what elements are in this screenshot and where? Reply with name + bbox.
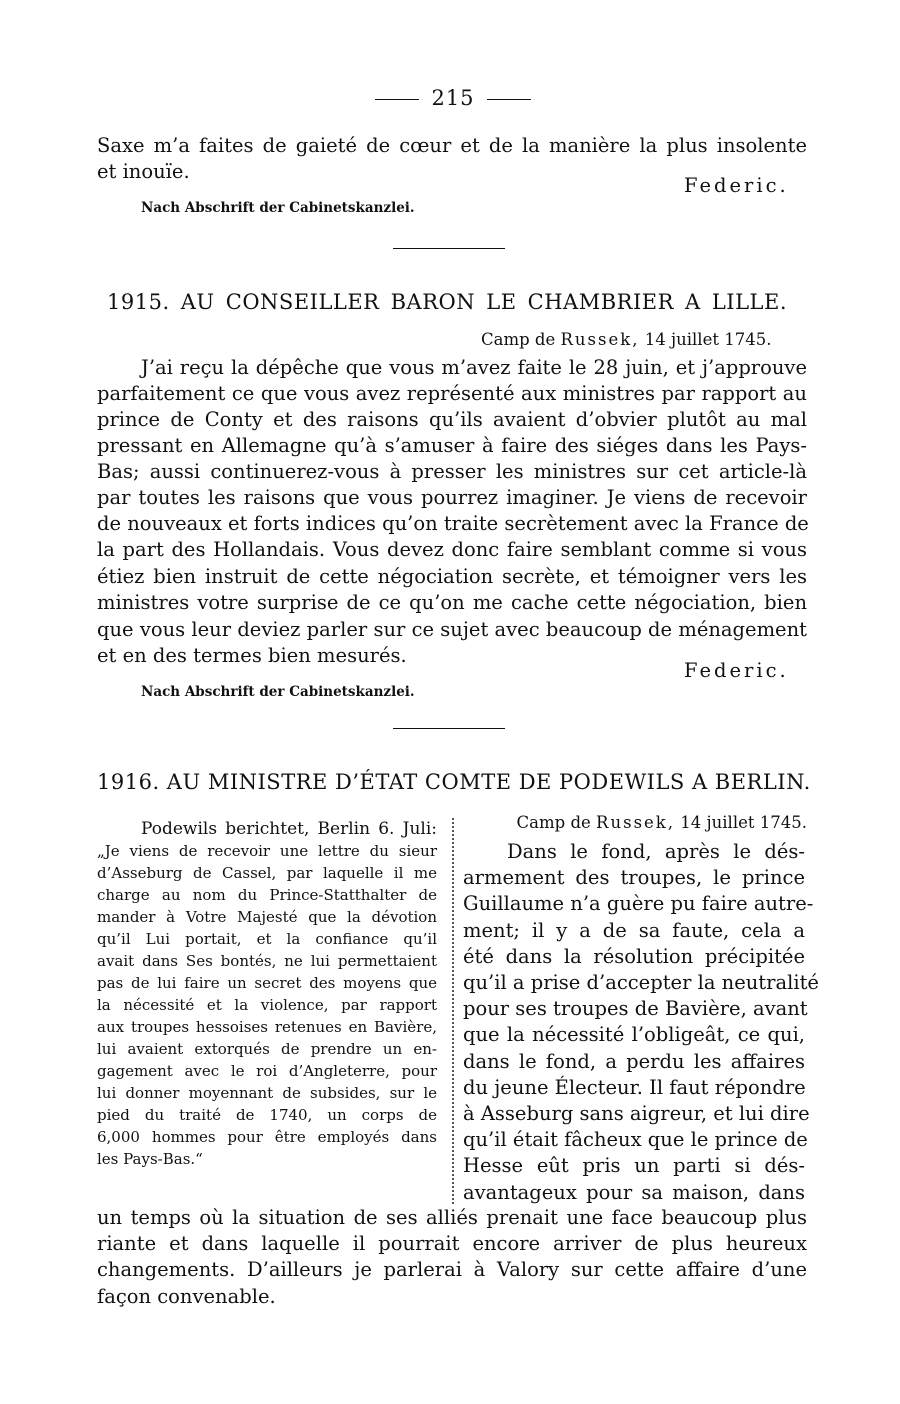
report-line: aux troupes hessoises retenues en Bavière,	[97, 1018, 437, 1036]
text-line: de nouveaux et forts indices qu’on traite secrètement avec la France de	[97, 512, 809, 535]
text-line: que vous leur deviez parler sur ce sujet avec beaucoup de ménagement	[97, 618, 807, 641]
page-number: 215	[431, 86, 475, 110]
text-line: et en des termes bien mesurés.	[97, 644, 407, 667]
text-line: changements. D’ailleurs je parlerai à Valory sur cette affaire d’une	[97, 1258, 807, 1281]
report-line: gagement avec le roi d’Angleterre, pour	[97, 1062, 437, 1080]
report-line: 6,000 hommes pour être employés dans	[97, 1128, 437, 1146]
reply-column	[463, 811, 819, 1206]
text-line: la part des Hollandais. Vous devez donc faire semblant comme si vous	[97, 538, 807, 561]
text-line: et inouïe.	[97, 160, 190, 183]
report-line: d’Asseburg de Cassel, par laquelle il me	[97, 864, 437, 882]
report-line: la nécessité et la violence, par rapport	[97, 996, 437, 1014]
reply-line: qu’il a prise d’accepter la neutralité	[463, 971, 819, 995]
reply-line: avantageux pour sa maison, dans	[463, 1180, 805, 1204]
report-line: lui donner moyennant de subsides, sur le	[97, 1084, 437, 1102]
reply-line: armement des troupes, le prince	[463, 866, 805, 890]
text-line: étiez bien instruit de cette négociation secrète, et témoigner vers les	[97, 565, 807, 588]
dateline-date: 14 juillet 1745.	[680, 813, 807, 832]
dateline-date: 14 juillet 1745.	[644, 330, 772, 349]
report-line: charge au nom du Prince-Statthalter de	[97, 886, 437, 904]
reply-line: que la nécessité l’obligeât, ce qui,	[463, 1023, 805, 1047]
reply-line: Hesse eût pris un parti si dés-	[463, 1154, 805, 1178]
text-line: pressant en Allemagne qu’à s’amuser à faire des siéges dans les Pays-	[97, 434, 807, 457]
dateline-1916	[463, 811, 807, 835]
text-line: ministres votre surprise de ce qu’on me cache cette négociation, bien	[97, 591, 807, 614]
section-rule	[393, 728, 505, 729]
text-line: Saxe m’a faites de gaieté de cœur et de la manière la plus insolente	[97, 134, 807, 157]
letter-heading-1915: 1915. AU CONSEILLER BARON LE CHAMBRIER A LILLE.	[107, 290, 787, 314]
reply-line: à Asseburg sans aigreur, et lui dire	[463, 1102, 810, 1126]
column-divider	[452, 818, 454, 1204]
reply-line: été dans la résolution précipitée	[463, 944, 805, 968]
report-line: les Pays-Bas.“	[97, 1150, 203, 1168]
reply-line: qu’il était fâcheux que le prince de	[463, 1128, 808, 1152]
text-line: par toutes les raisons que vous pourrez imaginer. Je viens de recevoir	[97, 486, 807, 509]
page-number-dash-right	[487, 99, 531, 100]
text-line: façon convenable.	[97, 1285, 276, 1308]
dateline-location: Russek,	[596, 813, 676, 832]
text-line: prince de Conty et des raisons qu’ils avaient d’obvier plutôt au mal	[97, 408, 807, 431]
signature: Federic.	[684, 659, 789, 682]
dateline-1915	[481, 330, 771, 349]
source-note: Nach Abschrift der Cabinetskanzlei.	[141, 684, 415, 700]
source-note: Nach Abschrift der Cabinetskanzlei.	[141, 200, 415, 216]
page-number-dash-left	[375, 99, 419, 100]
section-rule	[393, 248, 505, 249]
reply-line: pour ses troupes de Bavière, avant	[463, 997, 808, 1021]
text-line: Bas; aussi continuerez-vous à presser les ministres sur cet article-là	[97, 460, 807, 483]
report-line: pied du traité de 1740, un corps de	[97, 1106, 437, 1124]
dateline-place: Camp de	[481, 330, 556, 349]
dateline-location: Russek,	[560, 330, 640, 349]
text-line: J’ai reçu la dépêche que vous m’avez faite le 28 juin, et j’approuve	[141, 356, 807, 379]
reply-line: Dans le fond, après le dés-	[507, 840, 805, 863]
letter-heading-1916: 1916. AU MINISTRE D’ÉTAT COMTE DE PODEWILS A BERLIN.	[97, 770, 811, 794]
report-line: lui avaient extorqués de prendre un en-	[97, 1040, 437, 1058]
signature: Federic.	[684, 174, 789, 197]
report-line: Podewils berichtet, Berlin 6. Juli:	[141, 819, 437, 839]
report-line: avait dans Ses bontés, ne lui permettaient	[97, 952, 437, 970]
page-number-header	[97, 86, 809, 110]
text-line: parfaitement ce que vous avez représenté aux ministres par rapport au	[97, 382, 807, 405]
report-line: qu’il Lui portait, et la confiance qu’il	[97, 930, 437, 948]
text-line: un temps où la situation de ses alliés prenait une face beaucoup plus	[97, 1206, 807, 1229]
reply-line: ment; il y a de sa faute, cela a	[463, 918, 805, 942]
text-line: riante et dans laquelle il pourrait encore arriver de plus heureux	[97, 1232, 807, 1255]
dateline-place: Camp de	[516, 813, 591, 832]
reply-line: Guillaume n’a guère pu faire autre-	[463, 892, 814, 916]
report-summary-column	[97, 818, 439, 1170]
report-line: pas de lui faire un secret des moyens que	[97, 974, 437, 992]
reply-line: dans le fond, a perdu les affaires	[463, 1049, 805, 1073]
report-line: „Je viens de recevoir une lettre du sieur	[97, 842, 437, 860]
reply-line: du jeune Électeur. Il faut répondre	[463, 1075, 806, 1099]
report-line: mander à Votre Majesté que la dévotion	[97, 908, 437, 926]
